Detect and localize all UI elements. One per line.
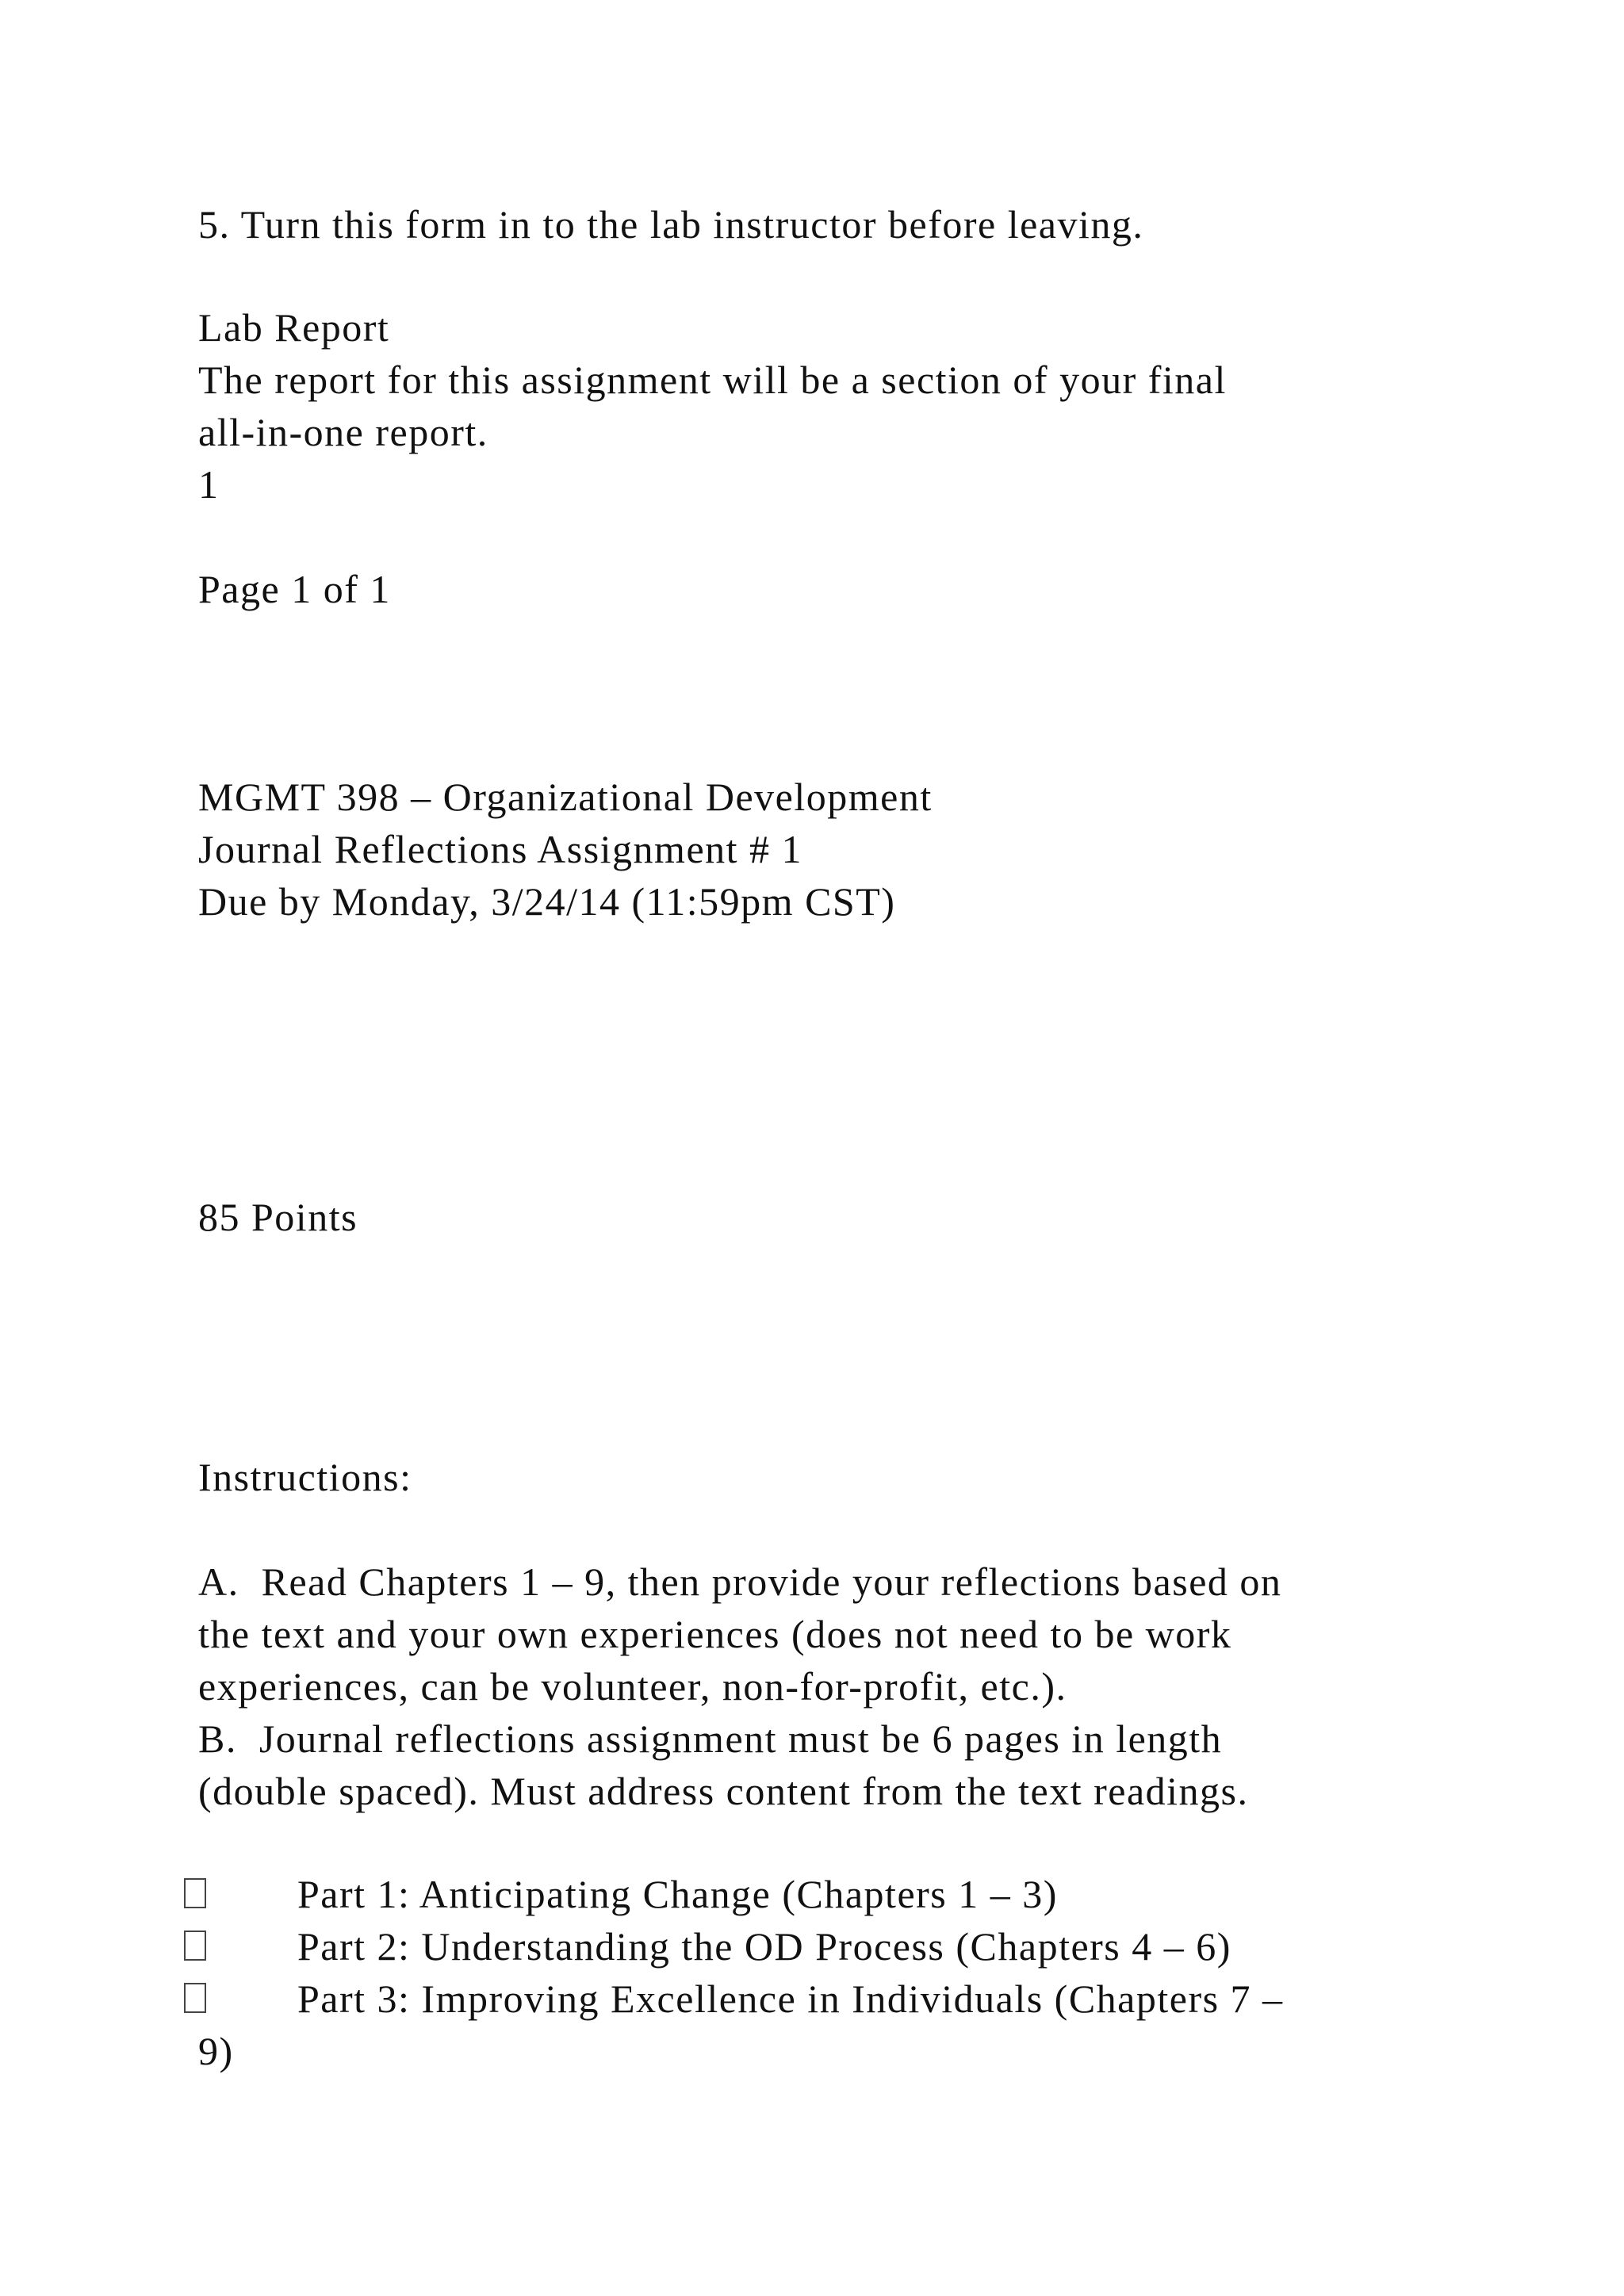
item-a-line-3: experiences, can be volunteer, non-for-profit, etc.). bbox=[198, 1664, 1067, 1709]
points: 85 Points bbox=[198, 1195, 358, 1239]
instructions-heading: Instructions: bbox=[198, 1455, 412, 1499]
page-count: Page 1 of 1 bbox=[198, 567, 391, 611]
part-3-item: Part 3: Improving Excellence in Individuals (Chapters 7 – bbox=[297, 1976, 1284, 2021]
bullet-box-icon bbox=[184, 1931, 206, 1961]
part-3-continuation: 9) bbox=[198, 2029, 234, 2073]
part-1-item: Part 1: Anticipating Change (Chapters 1 – 3) bbox=[297, 1872, 1058, 1916]
assignment-title: Journal Reflections Assignment # 1 bbox=[198, 827, 803, 871]
page-number: 1 bbox=[198, 462, 220, 507]
item-a-line-2: the text and your own experiences (does not need to be work bbox=[198, 1612, 1232, 1656]
bullet-box-icon bbox=[184, 1878, 206, 1908]
part-2-item: Part 2: Understanding the OD Process (Chapters 4 – 6) bbox=[297, 1924, 1231, 1969]
step-5-text: 5. Turn this form in to the lab instructor before leaving. bbox=[198, 202, 1144, 247]
item-a-line-1: A. Read Chapters 1 – 9, then provide your reflections based on bbox=[198, 1559, 1282, 1604]
lab-report-text-line-2: all-in-one report. bbox=[198, 410, 488, 454]
item-b-line-1: B. Journal reflections assignment must be 6 pages in length bbox=[198, 1716, 1223, 1761]
bullet-box-icon bbox=[184, 1983, 206, 2013]
course-title: MGMT 398 – Organizational Development bbox=[198, 775, 933, 819]
item-b-line-2: (double spaced). Must address content from the text readings. bbox=[198, 1769, 1249, 1813]
lab-report-heading: Lab Report bbox=[198, 305, 390, 350]
due-date: Due by Monday, 3/24/14 (11:59pm CST) bbox=[198, 879, 896, 924]
lab-report-text-line-1: The report for this assignment will be a section of your final bbox=[198, 358, 1227, 402]
